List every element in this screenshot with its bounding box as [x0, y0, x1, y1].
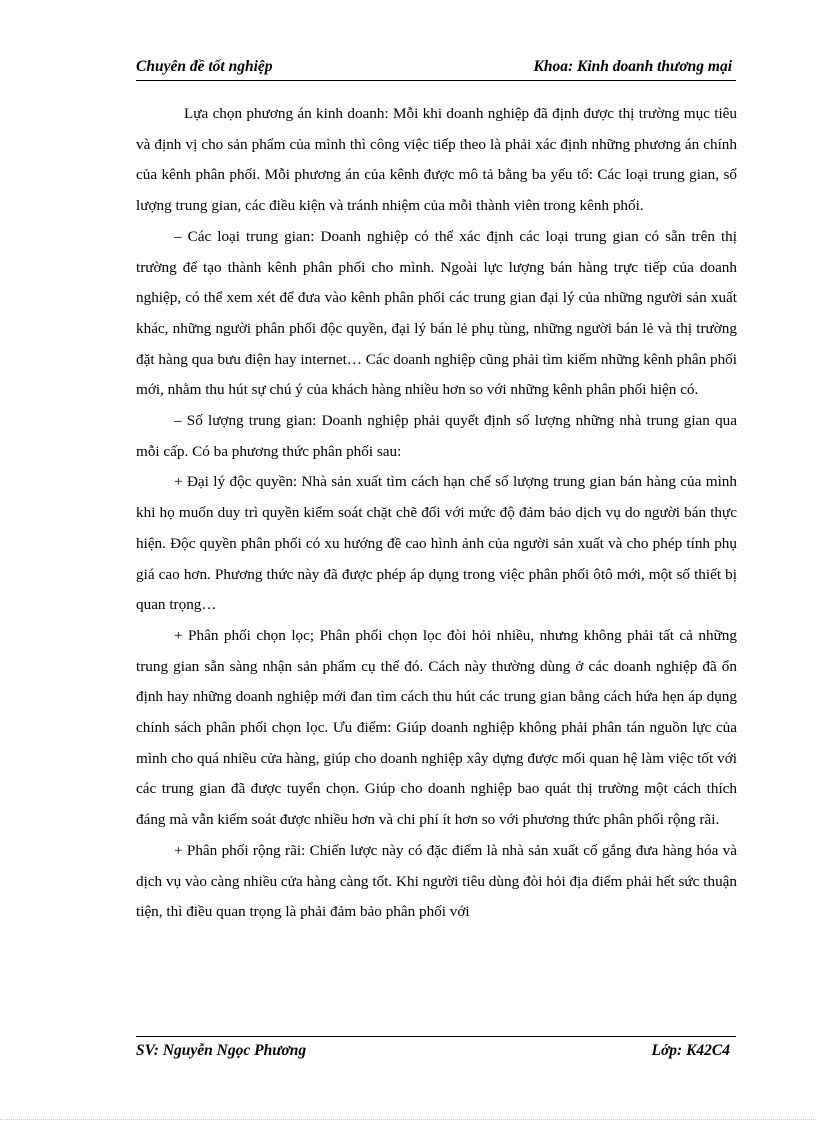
page-header: [136, 56, 736, 81]
footer-student-name: SV: Nguyễn Ngọc Phương: [136, 1042, 307, 1059]
paragraph-business-option: Lựa chọn phương án kinh doanh: Mỗi khi doanh nghiệp đã định được thị trường mục tiêu và định vị cho sản phẩm của mình thì công việc tiếp theo là phải xác định những phương án chính của kênh phân phối. Mỗi phương án của kênh được mô tả bằng ba yếu tố: Các loại trung gian, số lượng trung gian, các điều kiện và tránh nhiệm của mỗi thành viên trong kênh phối.: [136, 105, 737, 215]
footer-class: Lớp: K42C4: [651, 1042, 730, 1059]
header-thesis-title: Chuyên đề tốt nghiệp: [136, 58, 273, 75]
header-faculty: Khoa: Kinh doanh thương mại: [533, 58, 732, 75]
paragraph-selective-distribution: + Phân phối chọn lọc; Phân phối chọn lọc đòi hỏi nhiều, nhưng không phải tất cả những trung gian sẵn sàng nhận sản phẩm cụ thể đó. Cách này thường dùng ở các doanh nghiệp đã ổn định hay những doanh nghiệp mới đan tìm cách thu hút các trung gian bằng cách hứa hẹn áp dụng chính sách phân phối chọn lọc. Ưu điểm: Giúp doanh nghiệp không phải phân tán nguồn lực của mình cho quá nhiều cửa hàng, giúp cho doanh nghiệp xây dựng được mối quan hệ làm việc tốt với các trung gian đã được tuyển chọn. Giúp cho doanh nghiệp bao quát thị trường một cách thích đáng mà vẫn kiểm soát được nhiều hơn và chi phí ít hơn so với phương thức phân phối rộng rãi.: [136, 626, 737, 829]
paragraph-intermediary-count: – Số lượng trung gian: Doanh nghiệp phải quyết định số lượng những nhà trung gian qua mỗi cấp. Có ba phương thức phân phối sau:: [136, 412, 737, 460]
paragraph-intermediary-types: – Các loại trung gian: Doanh nghiệp có thể xác định các loại trung gian có sẵn trên thị trường để tạo thành kênh phân phối cho mình. Ngoài lực lượng bán hàng trực tiếp của doanh nghiệp, có thể xem xét để đưa vào kênh phân phối các trung gian đại lý của những người sản xuất khác, những người phân phối độc quyền, đại lý bán lẻ phụ tùng, những người bán lẻ và thị trường đặt hàng qua bưu điện hay internet… Các doanh nghiệp cũng phải tìm kiếm những kênh phân phối mới, nhằm thu hút sự chú ý của khách hàng nhiều hơn so với những kênh phân phối hiện có.: [136, 227, 737, 399]
paragraph-intensive-distribution: + Phân phối rộng rãi: Chiến lược này có đặc điểm là nhà sản xuất cố gắng đưa hàng hóa và dịch vụ vào càng nhiều cửa hàng càng tốt. Khi người tiêu dùng đòi hỏi địa điểm phải hết sức thuận tiện, thì điều quan trọng là phải đảm bảo phân phối với: [136, 841, 737, 921]
paragraph-exclusive-agency: + Đại lý độc quyền: Nhà sản xuất tìm cách hạn chế số lượng trung gian bán hàng của mình khi họ muốn duy trì quyền kiểm soát chặt chẽ đối với mức độ đảm bảo dịch vụ do người bán thực hiện. Độc quyền phân phối có xu hướng đề cao hình ảnh của người sản xuất và cho phép tính phụ giá cao hơn. Phương thức này đã được phép áp dụng trong việc phân phối ôtô mới, một số thiết bị quan trọng…: [136, 473, 737, 614]
document-body: [136, 99, 737, 928]
page-footer: [136, 1036, 736, 1065]
page-boundary-divider: [0, 1119, 816, 1120]
